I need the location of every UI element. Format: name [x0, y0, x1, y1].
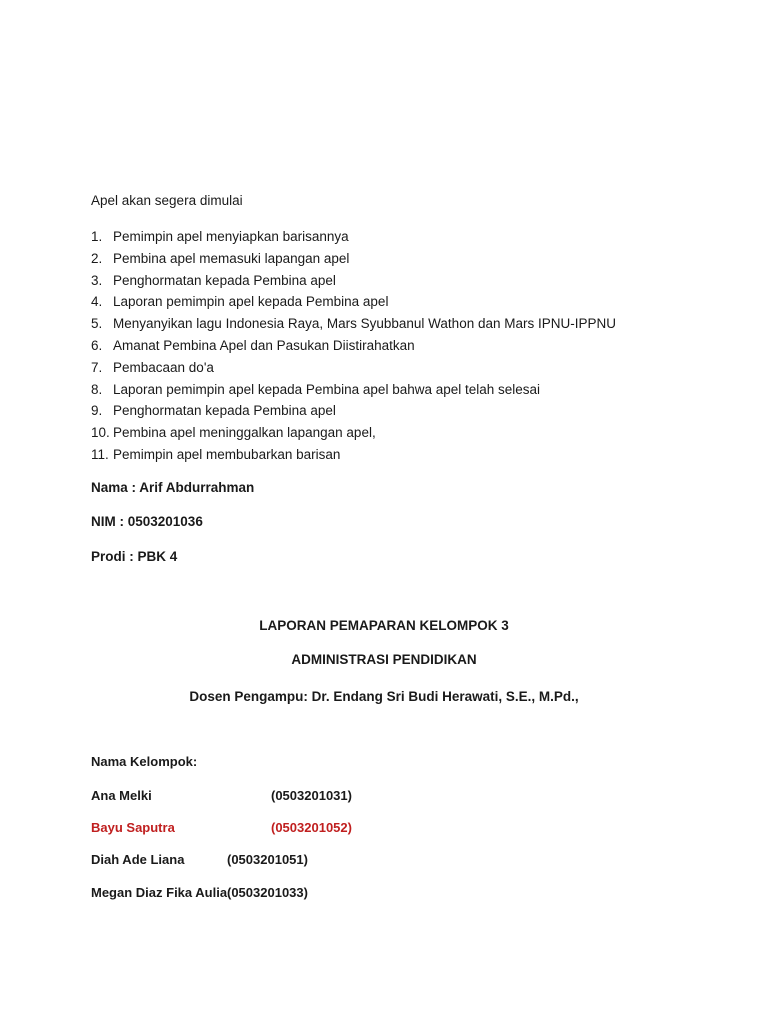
group-member-row — [91, 852, 491, 870]
list-number: 1. — [91, 229, 103, 244]
list-text: Penghormatan kepada Pembina apel — [113, 403, 336, 419]
list-item — [91, 291, 616, 313]
list-number: 6. — [91, 337, 103, 353]
group-heading: Nama Kelompok: — [91, 754, 198, 769]
member-name: Ana Melki — [91, 788, 152, 803]
list-item — [91, 248, 616, 270]
list-number: 3. — [91, 272, 103, 288]
list-number: 11. — [91, 446, 109, 462]
member-nim: (0503201033) — [227, 885, 308, 900]
member-name: Megan Diaz Fika Aulia — [91, 885, 228, 900]
member-name: Diah Ade Liana — [91, 852, 185, 867]
list-number: 10. — [91, 425, 110, 441]
list-item — [91, 313, 616, 335]
report-subject: ADMINISTRASI PENDIDIKAN — [291, 652, 477, 667]
report-lecturer: Dosen Pengampu: Dr. Endang Sri Budi Herawati, S.E., M.Pd., — [189, 689, 579, 704]
member-name: Bayu Saputra — [91, 820, 175, 835]
list-text: Pembina apel meninggalkan lapangan apel, — [113, 425, 376, 441]
list-number: 2. — [91, 250, 103, 266]
list-text: Amanat Pembina Apel dan Pasukan Diistirahatkan — [113, 337, 415, 353]
list-number: 4. — [91, 294, 103, 310]
list-item — [91, 422, 616, 444]
member-nim: (0503201051) — [227, 852, 308, 867]
list-number: 7. — [91, 359, 103, 375]
list-item — [91, 379, 616, 401]
group-member-row — [91, 885, 491, 903]
member-nim: (0503201052) — [271, 820, 352, 835]
list-text: Menyanyikan lagu Indonesia Raya, Mars Syubbanul Wathon dan Mars IPNU-IPPNU — [113, 316, 616, 332]
procedure-list — [91, 226, 616, 466]
report-title: LAPORAN PEMAPARAN KELOMPOK 3 — [259, 618, 509, 633]
list-item — [91, 226, 616, 248]
list-text: Penghormatan kepada Pembina apel — [113, 272, 336, 288]
group-member-row — [91, 820, 491, 838]
list-item — [91, 357, 616, 379]
list-text: Pemimpin apel membubarkan barisan — [113, 446, 341, 462]
list-text: Laporan pemimpin apel kepada Pembina apel bahwa apel telah selesai — [113, 381, 541, 397]
student-prodi: Prodi : PBK 4 — [91, 549, 178, 564]
list-number: 9. — [91, 403, 103, 419]
list-item — [91, 444, 616, 466]
list-number: 5. — [91, 316, 103, 332]
list-item — [91, 270, 616, 292]
list-item — [91, 335, 616, 357]
list-text: Pemimpin apel menyiapkan barisannya — [113, 229, 349, 244]
group-member-row — [91, 788, 491, 806]
list-item — [91, 400, 616, 422]
student-nim: NIM : 0503201036 — [91, 514, 203, 529]
list-text: Pembina apel memasuki lapangan apel — [113, 250, 350, 266]
list-text: Pembacaan do'a — [113, 359, 214, 375]
intro-text: Apel akan segera dimulai — [91, 193, 243, 208]
student-name: Nama : Arif Abdurrahman — [91, 480, 255, 495]
member-nim: (0503201031) — [271, 788, 352, 803]
list-text: Laporan pemimpin apel kepada Pembina apel — [113, 294, 389, 310]
list-number: 8. — [91, 381, 103, 397]
